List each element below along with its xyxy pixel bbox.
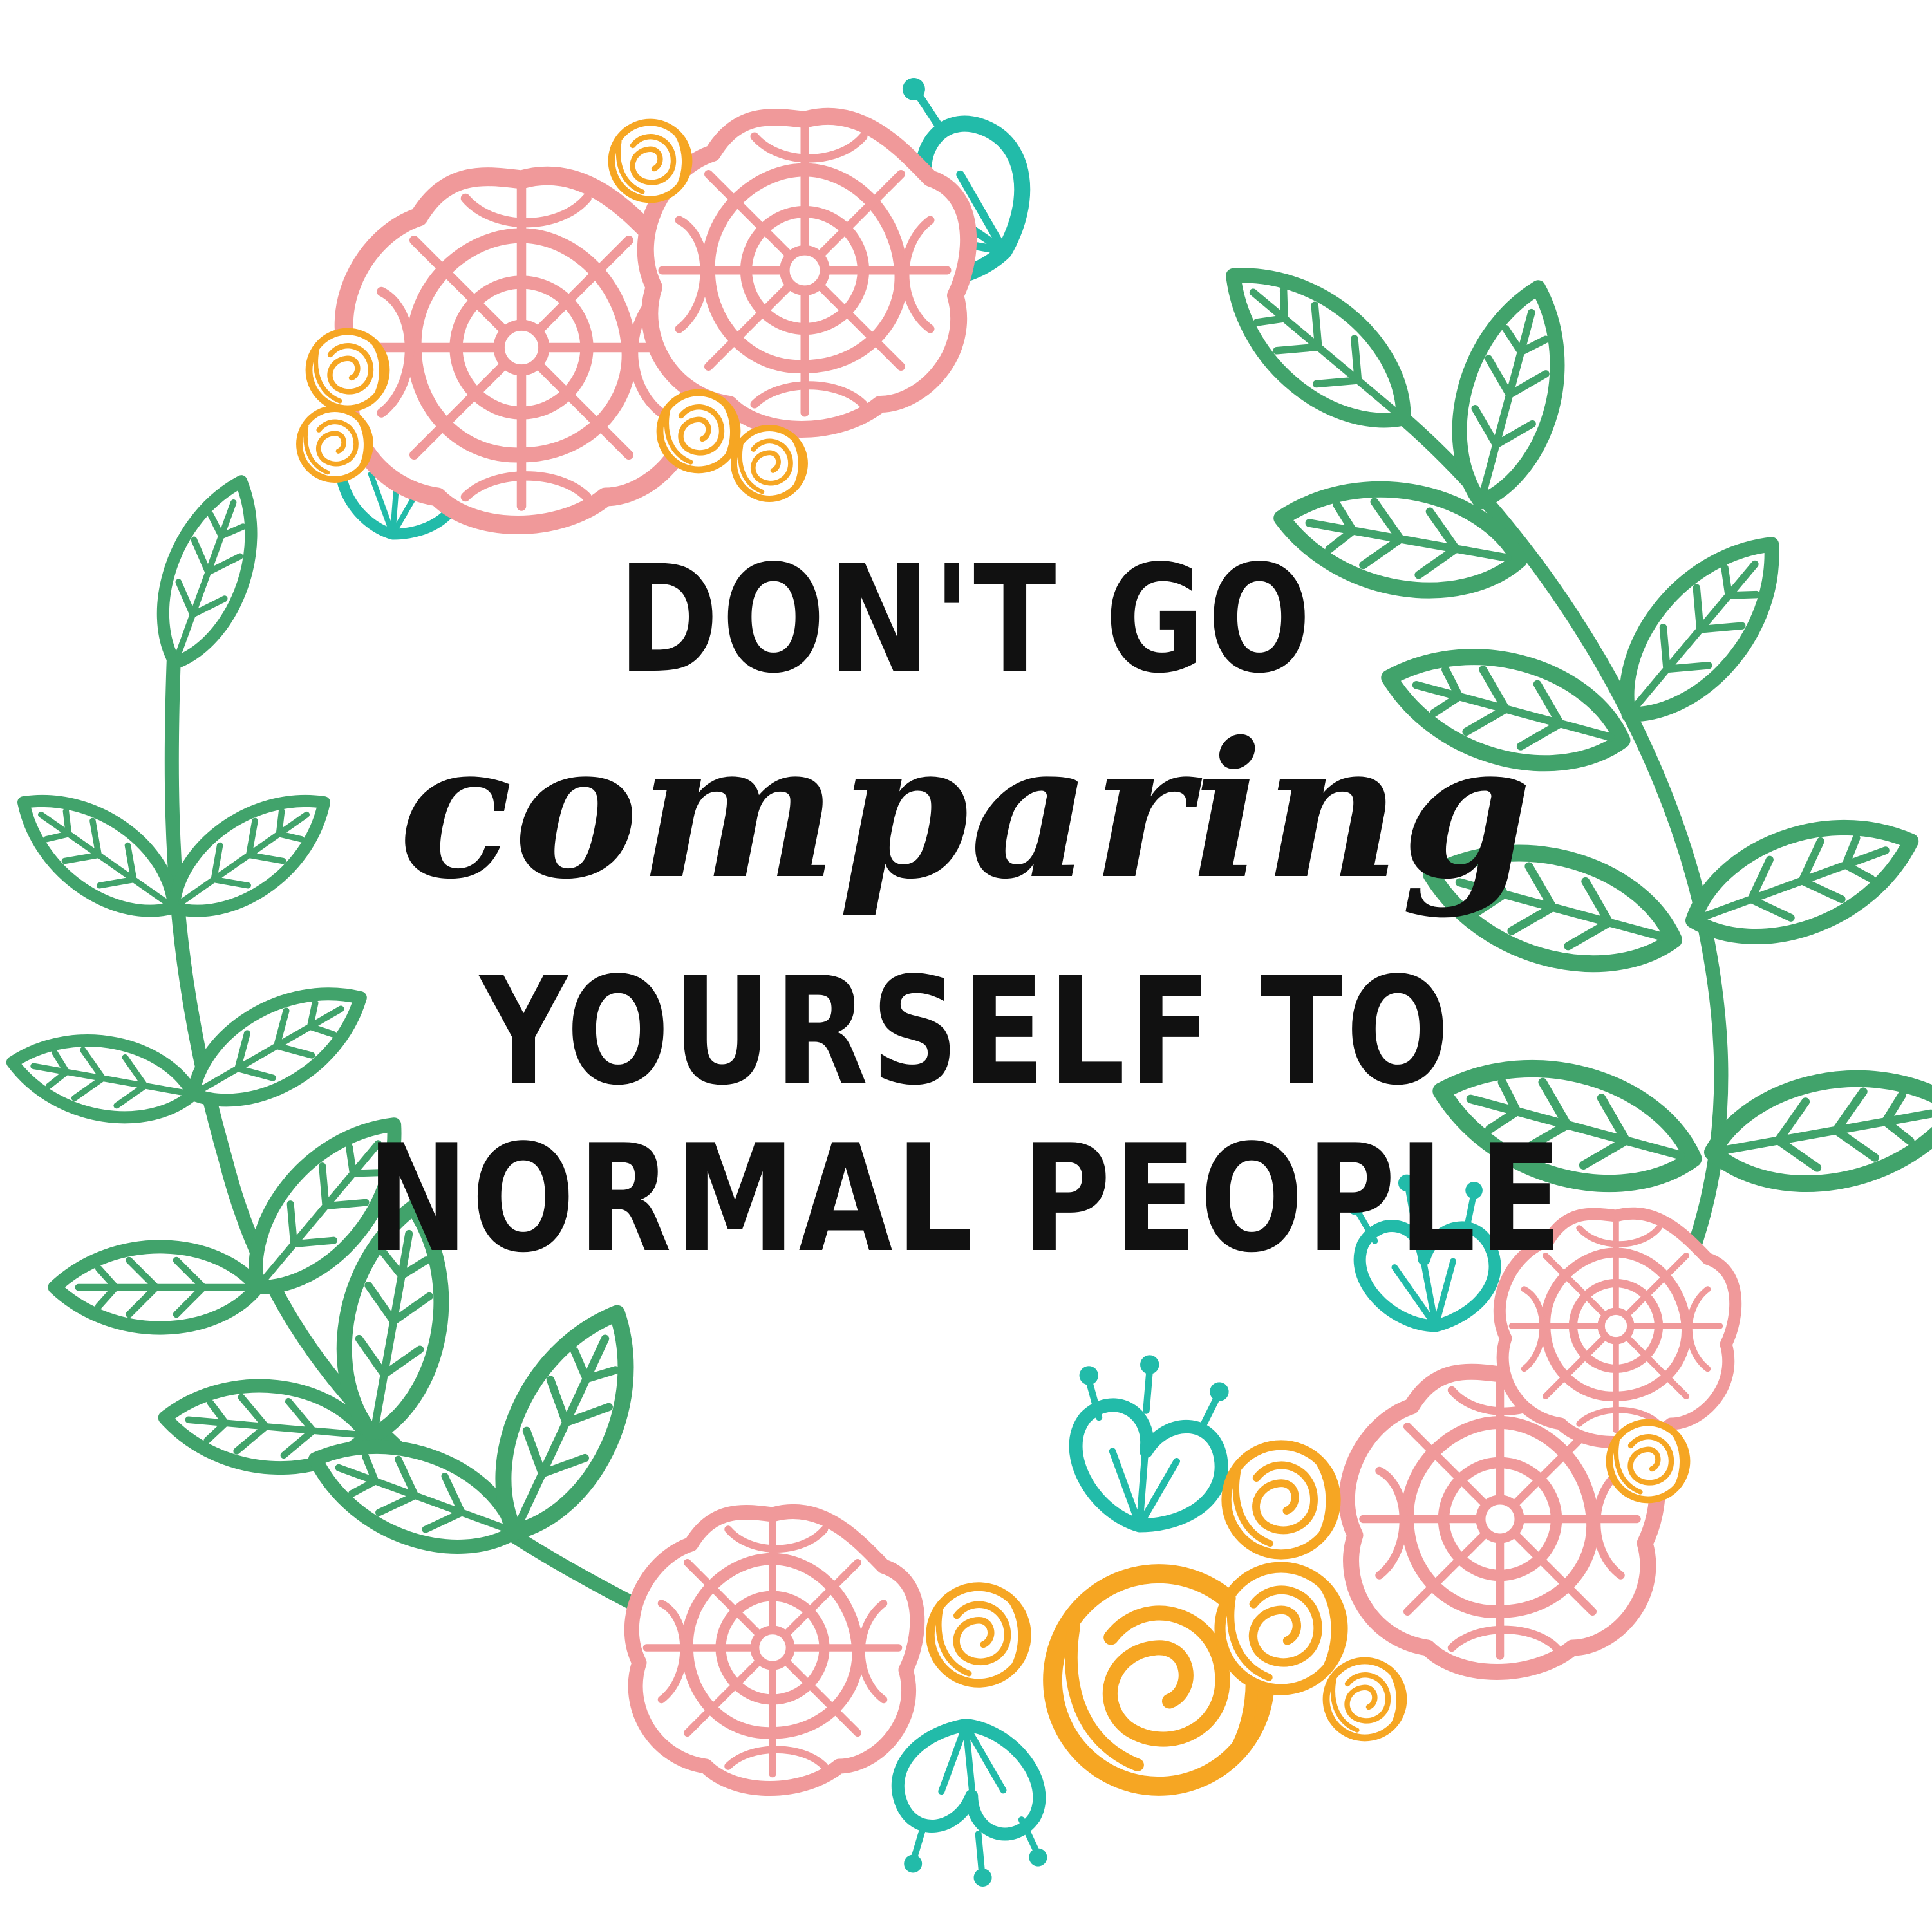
quote-line-2: comparing [399,702,1533,920]
quote-line-3: YOURSELF TO [479,946,1452,1118]
orange-rose-icon [1226,1445,1336,1554]
pink-flower-icon [632,1511,917,1788]
quote-line-4: NORMAL PEOPLE [366,1114,1566,1285]
orange-rose-icon [734,428,805,499]
leaf-icon [1205,241,1432,452]
teal-bud-icon [1076,1355,1229,1525]
pink-flower-icon [646,117,968,429]
leaf-icon [471,1292,661,1552]
orange-rose-icon [930,1587,1027,1683]
teal-bud-icon [882,1715,1054,1899]
orange-rose-icon [1220,1567,1342,1690]
quote-line-1: DON'T GO [617,534,1315,706]
orange-rose-icon [1609,1423,1687,1500]
orange-rose-icon [660,393,737,470]
orange-rose-icon [1326,1661,1403,1738]
orange-rose-icon [309,331,386,409]
orange-rose-icon [299,409,370,480]
top-floral-cluster [299,58,1058,534]
leaf-icon [6,1026,199,1130]
orange-rose-icon [612,122,689,200]
